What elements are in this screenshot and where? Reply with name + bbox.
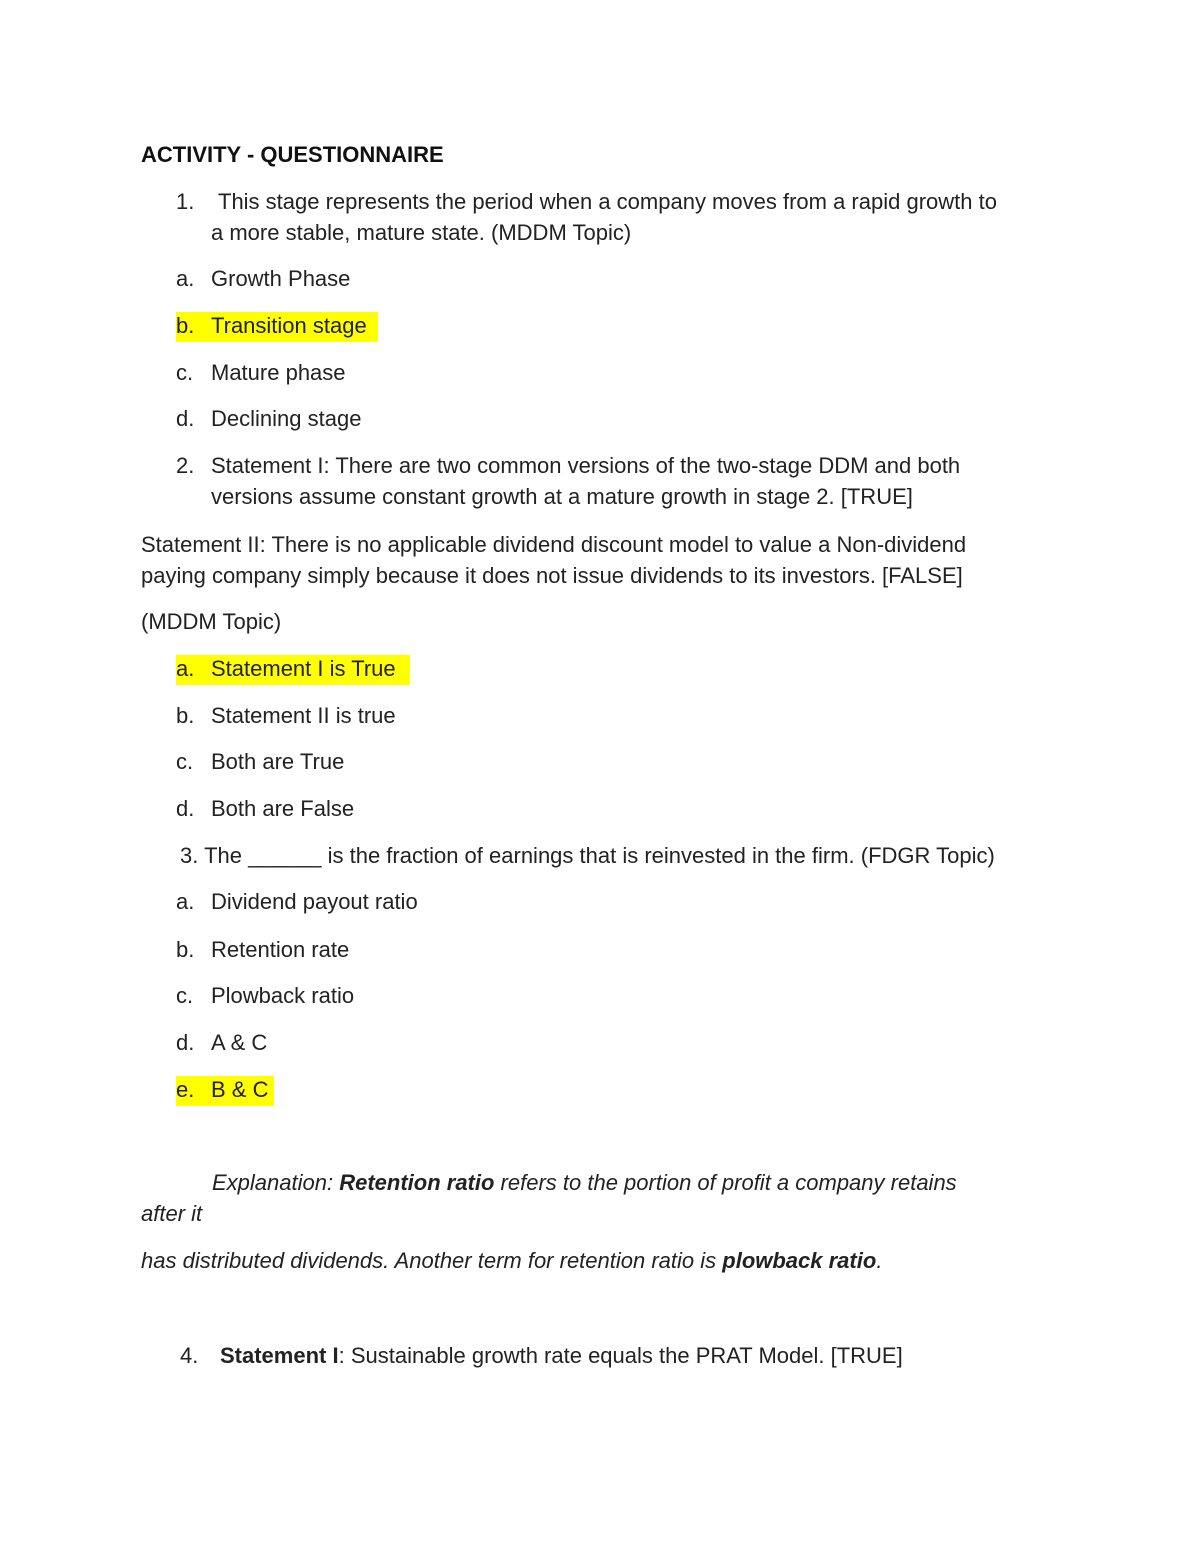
explanation-line-2: after it xyxy=(141,1201,203,1226)
question-2-line-1: Statement I: There are two common versions of the two-stage DDM and both xyxy=(211,453,961,478)
question-4-label: Statement I xyxy=(220,1343,339,1368)
option-letter: b. xyxy=(176,937,195,962)
option-letter: e. xyxy=(176,1077,195,1102)
question-4-number: 4. xyxy=(180,1343,199,1368)
question-2-topic: (MDDM Topic) xyxy=(141,609,282,634)
option-letter: d. xyxy=(176,406,195,431)
statement-2-line-2: paying company simply because it does not issue dividends to its investors. [FALSE] xyxy=(141,563,963,588)
question-3: 3. The ______ is the fraction of earnings that is reinvested in the firm. (FDGR Topic) xyxy=(180,843,995,868)
option-letter: b. xyxy=(176,703,195,728)
question-2 xyxy=(176,452,1076,480)
option-letter: c. xyxy=(176,983,194,1008)
option-text: Dividend payout ratio xyxy=(211,889,418,914)
q3-option-d xyxy=(176,1029,576,1057)
q3-option-a xyxy=(176,888,576,916)
option-text: B & C xyxy=(211,1077,269,1102)
option-text: Mature phase xyxy=(211,360,346,385)
question-2-number: 2. xyxy=(176,453,195,478)
explanation-text-3: has distributed dividends. Another term for retention ratio is xyxy=(141,1248,723,1273)
explanation-term-retention-ratio: Retention ratio xyxy=(339,1170,495,1195)
page-title: ACTIVITY - QUESTIONNAIRE xyxy=(141,142,444,167)
option-letter: a. xyxy=(176,266,195,291)
option-text: Transition stage xyxy=(211,313,367,338)
q2-option-c xyxy=(176,748,576,776)
question-2-line-2: versions assume constant growth at a mature growth in stage 2. [TRUE] xyxy=(211,484,913,509)
explanation-line-1 xyxy=(212,1169,957,1197)
q3-option-e-answer xyxy=(176,1076,576,1104)
explanation-line-3 xyxy=(141,1247,882,1275)
option-letter: b. xyxy=(176,313,195,338)
q2-option-d xyxy=(176,795,576,823)
q2-option-a-answer xyxy=(176,655,576,683)
explanation-text-3-end: . xyxy=(876,1248,883,1273)
q1-option-d xyxy=(176,405,576,433)
option-letter: d. xyxy=(176,1030,195,1055)
explanation-text-1: refers to the portion of profit a company retains xyxy=(494,1170,957,1195)
option-text: Declining stage xyxy=(211,406,362,431)
question-1-number: 1. xyxy=(176,189,195,214)
option-letter: a. xyxy=(176,889,195,914)
question-4-text xyxy=(220,1342,903,1370)
option-text: Both are True xyxy=(211,749,345,774)
question-4 xyxy=(180,1342,1080,1370)
option-text: Statement II is true xyxy=(211,703,396,728)
option-letter: d. xyxy=(176,796,195,821)
option-text: Retention rate xyxy=(211,937,350,962)
option-text: Plowback ratio xyxy=(211,983,355,1008)
question-1-line-1: This stage represents the period when a company moves from a rapid growth to xyxy=(218,189,997,214)
option-letter: a. xyxy=(176,656,195,681)
q1-option-c xyxy=(176,359,576,387)
question-4-body: : Sustainable growth rate equals the PRAT Model. [TRUE] xyxy=(338,1343,903,1368)
statement-2-line-1: Statement II: There is no applicable dividend discount model to value a Non-dividend xyxy=(141,532,967,557)
option-text: Both are False xyxy=(211,796,355,821)
explanation-label: Explanation: xyxy=(212,1170,340,1195)
option-text: A & C xyxy=(211,1030,268,1055)
q2-option-b xyxy=(176,702,576,730)
option-letter: c. xyxy=(176,749,194,774)
question-1-line-2: a more stable, mature state. (MDDM Topic) xyxy=(211,220,632,245)
option-text: Statement I is True xyxy=(211,656,396,681)
q3-option-c xyxy=(176,982,576,1010)
q1-option-a xyxy=(176,265,576,293)
q1-option-b-answer xyxy=(176,312,576,340)
explanation-term-plowback-ratio: plowback ratio xyxy=(722,1248,877,1273)
question-1 xyxy=(176,188,1076,216)
option-letter: c. xyxy=(176,360,194,385)
option-text: Growth Phase xyxy=(211,266,351,291)
q3-option-b xyxy=(176,936,576,964)
